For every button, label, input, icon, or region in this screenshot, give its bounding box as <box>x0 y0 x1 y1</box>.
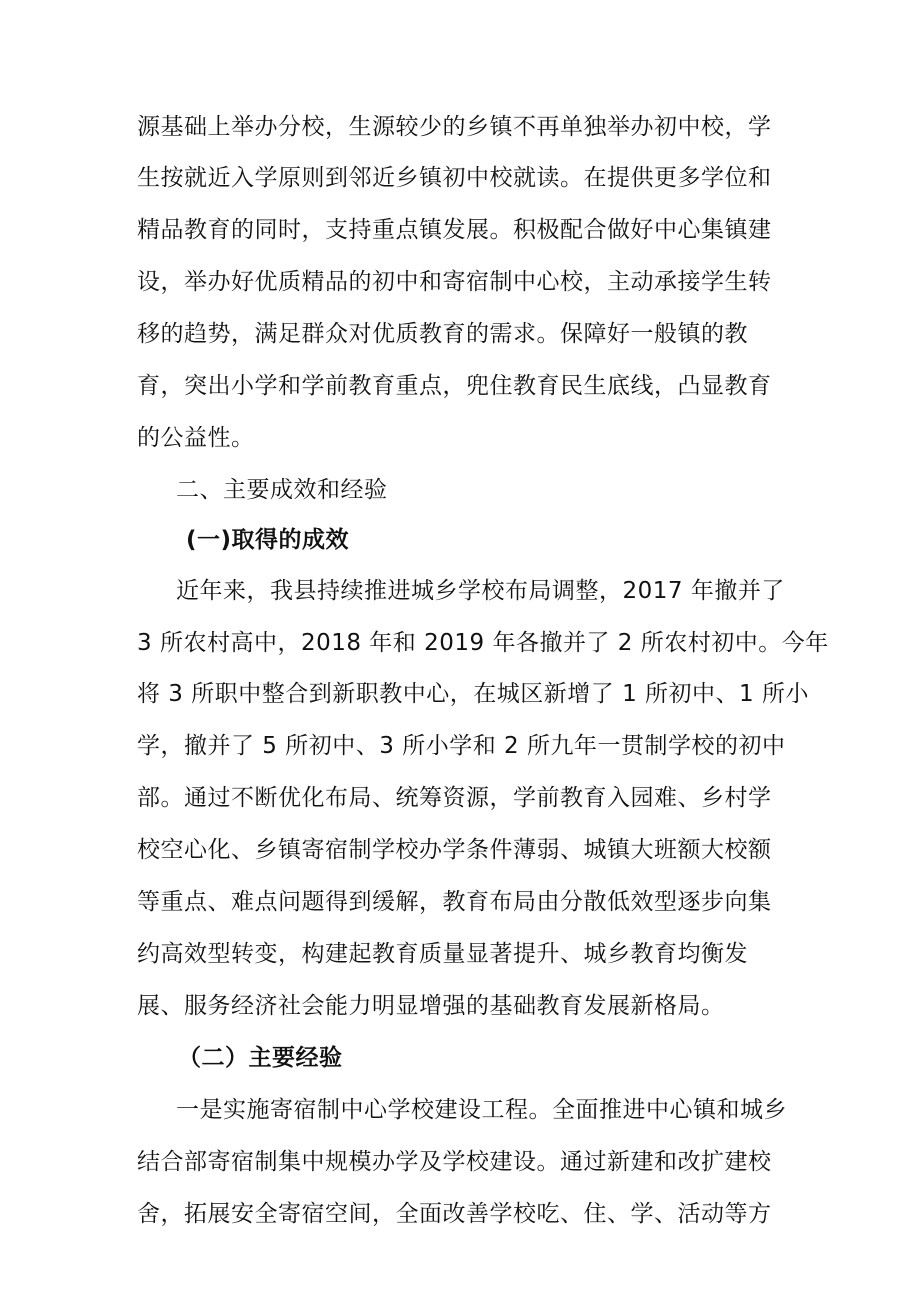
paragraph-line: 部。通过不断优化布局、统筹资源，学前教育入园难、乡村学 <box>137 785 772 811</box>
paragraph-line: 展、服务经济社会能力明显增强的基础教育发展新格局。 <box>137 993 725 1019</box>
paragraph-line: 源基础上举办分校，生源较少的乡镇不再单独举办初中校，学 <box>137 114 772 140</box>
subheading-results: (一)取得的成效 <box>186 527 350 553</box>
paragraph-line: 移的趋势，满足群众对优质教育的需求。保障好一般镇的教 <box>137 321 748 347</box>
paragraph-line: 3 所农村高中，2018 年和 2019 年各撤并了 2 所农村初中。今年 <box>137 630 829 656</box>
paragraph-line: 育，突出小学和学前教育重点，兜住教育民生底线，凸显教育 <box>137 373 772 399</box>
subheading-experience: （二）主要经验 <box>178 1045 343 1071</box>
paragraph-line: 设，举办好优质精品的初中和寄宿制中心校，主动承接学生转 <box>137 269 772 295</box>
paragraph-line: 一是实施寄宿制中心学校建设工程。全面推进中心镇和城乡 <box>176 1097 787 1123</box>
paragraph-line: 将 3 所职中整合到新职教中心，在城区新增了 1 所初中、1 所小 <box>137 681 809 707</box>
paragraph-line: 学，撤并了 5 所初中、3 所小学和 2 所九年一贯制学校的初中 <box>137 733 786 759</box>
paragraph-line: 舍，拓展安全寄宿空间，全面改善学校吃、住、学、活动等方 <box>137 1201 772 1227</box>
paragraph-line: 约高效型转变，构建起教育质量显著提升、城乡教育均衡发 <box>137 941 748 967</box>
paragraph-line: 结合部寄宿制集中规模办学及学校建设。通过新建和改扩建校 <box>137 1149 772 1175</box>
section-heading: 二、主要成效和经验 <box>176 477 388 503</box>
paragraph-line: 的公益性。 <box>137 425 255 451</box>
paragraph-line: 校空心化、乡镇寄宿制学校办学条件薄弱、城镇大班额大校额 <box>137 837 772 863</box>
paragraph-line: 等重点、难点问题得到缓解，教育布局由分散低效型逐步向集 <box>137 889 772 915</box>
paragraph-line: 精品教育的同时，支持重点镇发展。积极配合做好中心集镇建 <box>137 217 772 243</box>
paragraph-line: 生按就近入学原则到邻近乡镇初中校就读。在提供更多学位和 <box>137 165 772 191</box>
paragraph-line: 近年来，我县持续推进城乡学校布局调整，2017 年撤并了 <box>176 578 785 604</box>
